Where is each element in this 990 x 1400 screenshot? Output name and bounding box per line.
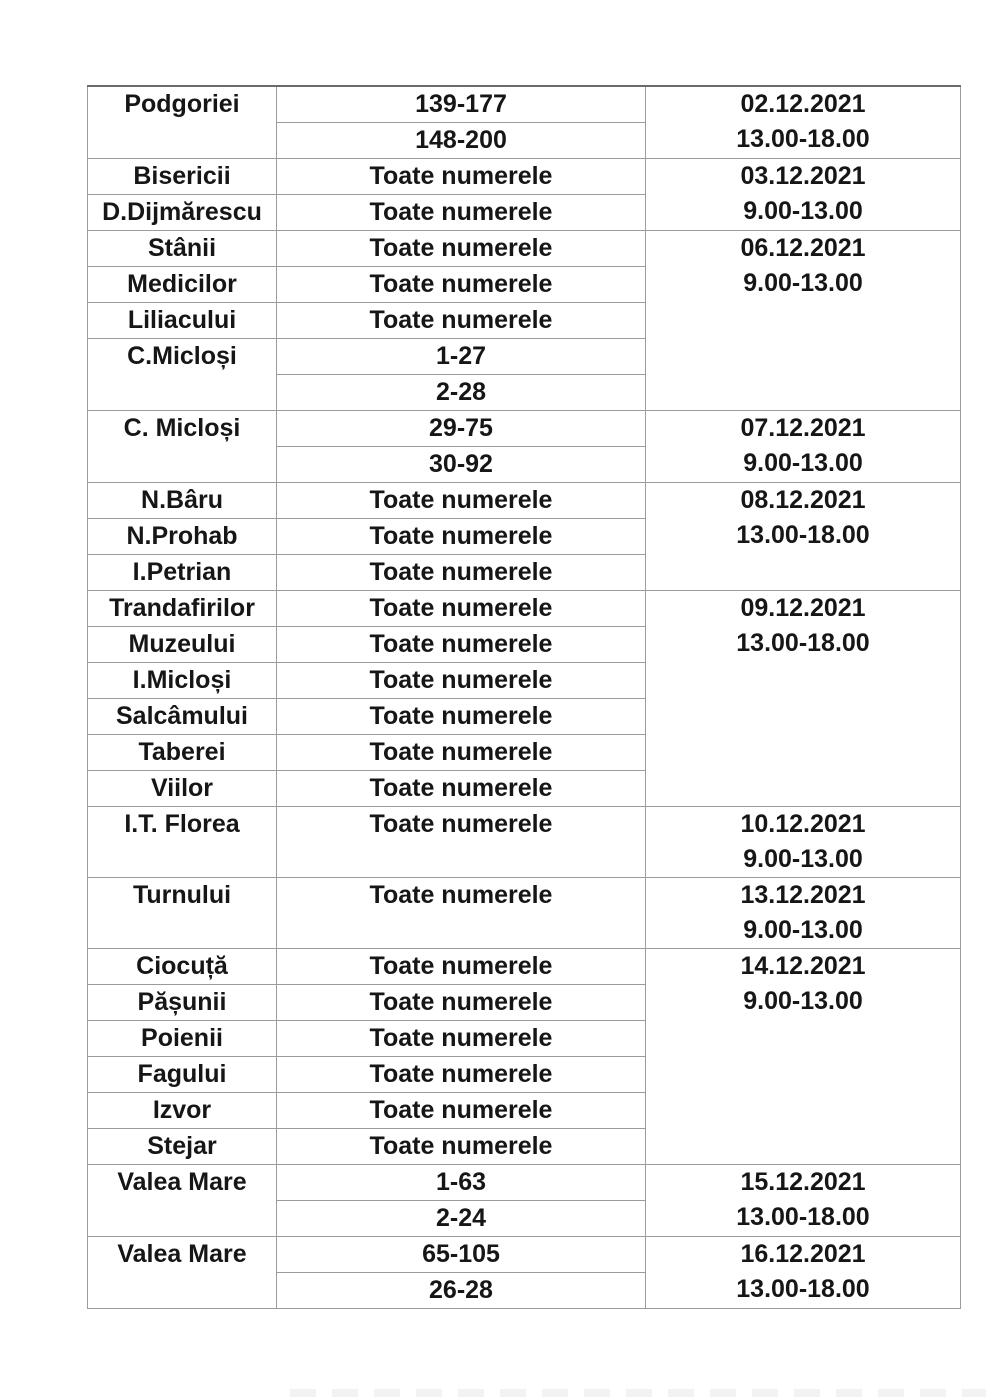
street-cell: Fagului — [88, 1057, 277, 1093]
time-line: 9.00-13.00 — [743, 916, 863, 944]
time-line: 9.00-13.00 — [743, 197, 863, 225]
street-cell: C. Micloși — [88, 411, 277, 483]
street-cell: I.Micloși — [88, 663, 277, 699]
table-row — [88, 1237, 961, 1273]
numbers-cell: Toate numerele — [277, 807, 646, 878]
schedule-cell — [646, 159, 961, 231]
street-cell: Valea Mare — [88, 1237, 277, 1309]
street-cell: Valea Mare — [88, 1165, 277, 1237]
street-cell: Trandafirilor — [88, 591, 277, 627]
numbers-cell: Toate numerele — [277, 231, 646, 267]
date-line: 07.12.2021 — [740, 414, 866, 442]
schedule-cell — [646, 231, 961, 411]
numbers-cell: 1-27 — [277, 339, 646, 375]
numbers-cell: 1-63 — [277, 1165, 646, 1201]
numbers-cell: Toate numerele — [277, 195, 646, 231]
time-line: 9.00-13.00 — [743, 449, 863, 477]
numbers-cell: 2-24 — [277, 1201, 646, 1237]
schedule-cell — [646, 411, 961, 483]
numbers-cell: Toate numerele — [277, 483, 646, 519]
street-cell: Liliacului — [88, 303, 277, 339]
numbers-cell: Toate numerele — [277, 735, 646, 771]
numbers-cell: Toate numerele — [277, 627, 646, 663]
numbers-cell: Toate numerele — [277, 878, 646, 949]
street-cell: N.Bâru — [88, 483, 277, 519]
time-line: 9.00-13.00 — [743, 845, 863, 873]
street-cell: Podgoriei — [88, 86, 277, 159]
schedule-cell — [646, 591, 961, 807]
numbers-cell: Toate numerele — [277, 771, 646, 807]
numbers-cell: Toate numerele — [277, 1057, 646, 1093]
street-cell: Turnului — [88, 878, 277, 949]
date-line: 15.12.2021 — [740, 1168, 866, 1196]
date-line: 10.12.2021 — [740, 810, 866, 838]
schedule-cell — [646, 807, 961, 878]
table-row — [88, 411, 961, 447]
schedule-cell — [646, 878, 961, 949]
street-cell: Muzeului — [88, 627, 277, 663]
table-row — [88, 86, 961, 123]
street-cell: I.T. Florea — [88, 807, 277, 878]
numbers-cell: 2-28 — [277, 375, 646, 411]
time-line: 13.00-18.00 — [736, 629, 870, 657]
numbers-cell: Toate numerele — [277, 1021, 646, 1057]
schedule-cell — [646, 1165, 961, 1237]
street-cell: Bisericii — [88, 159, 277, 195]
numbers-cell: Toate numerele — [277, 985, 646, 1021]
numbers-cell: 65-105 — [277, 1237, 646, 1273]
numbers-cell: Toate numerele — [277, 949, 646, 985]
date-line: 02.12.2021 — [740, 90, 866, 118]
schedule-cell — [646, 949, 961, 1165]
street-cell: N.Prohab — [88, 519, 277, 555]
table-row — [88, 591, 961, 627]
street-cell: D.Dijmărescu — [88, 195, 277, 231]
street-cell: Medicilor — [88, 267, 277, 303]
numbers-cell: Toate numerele — [277, 159, 646, 195]
date-line: 13.12.2021 — [740, 881, 866, 909]
table-row — [88, 807, 961, 878]
time-line: 13.00-18.00 — [736, 1275, 870, 1303]
table-row — [88, 159, 961, 195]
schedule-cell — [646, 86, 961, 159]
cut-off-text-artifact — [290, 1389, 986, 1397]
time-line: 13.00-18.00 — [736, 1203, 870, 1231]
table-row — [88, 1165, 961, 1201]
numbers-cell: Toate numerele — [277, 267, 646, 303]
street-cell: Salcâmului — [88, 699, 277, 735]
schedule-table-body — [88, 86, 961, 1309]
street-cell: C.Micloși — [88, 339, 277, 411]
street-cell: Stânii — [88, 231, 277, 267]
table-row — [88, 231, 961, 267]
street-cell: Poienii — [88, 1021, 277, 1057]
numbers-cell: Toate numerele — [277, 303, 646, 339]
table-row — [88, 878, 961, 949]
numbers-cell: Toate numerele — [277, 1129, 646, 1165]
date-line: 08.12.2021 — [740, 486, 866, 514]
street-cell: Pășunii — [88, 985, 277, 1021]
date-line: 16.12.2021 — [740, 1240, 866, 1268]
street-cell: Izvor — [88, 1093, 277, 1129]
numbers-cell: 30-92 — [277, 447, 646, 483]
street-cell: Viilor — [88, 771, 277, 807]
schedule-cell — [646, 483, 961, 591]
date-line: 14.12.2021 — [740, 952, 866, 980]
date-line: 03.12.2021 — [740, 162, 866, 190]
date-line: 09.12.2021 — [740, 594, 866, 622]
time-line: 9.00-13.00 — [743, 269, 863, 297]
street-schedule-table — [87, 85, 961, 1309]
numbers-cell: 26-28 — [277, 1273, 646, 1309]
schedule-cell — [646, 1237, 961, 1309]
numbers-cell: 29-75 — [277, 411, 646, 447]
numbers-cell: Toate numerele — [277, 519, 646, 555]
street-cell: Ciocuță — [88, 949, 277, 985]
numbers-cell: Toate numerele — [277, 555, 646, 591]
numbers-cell: Toate numerele — [277, 1093, 646, 1129]
numbers-cell: 139-177 — [277, 86, 646, 123]
time-line: 13.00-18.00 — [736, 521, 870, 549]
numbers-cell: Toate numerele — [277, 699, 646, 735]
numbers-cell: 148-200 — [277, 123, 646, 159]
street-cell: I.Petrian — [88, 555, 277, 591]
time-line: 13.00-18.00 — [736, 125, 870, 153]
street-cell: Stejar — [88, 1129, 277, 1165]
date-line: 06.12.2021 — [740, 234, 866, 262]
table-row — [88, 949, 961, 985]
table-row — [88, 483, 961, 519]
street-cell: Taberei — [88, 735, 277, 771]
numbers-cell: Toate numerele — [277, 663, 646, 699]
time-line: 9.00-13.00 — [743, 987, 863, 1015]
numbers-cell: Toate numerele — [277, 591, 646, 627]
